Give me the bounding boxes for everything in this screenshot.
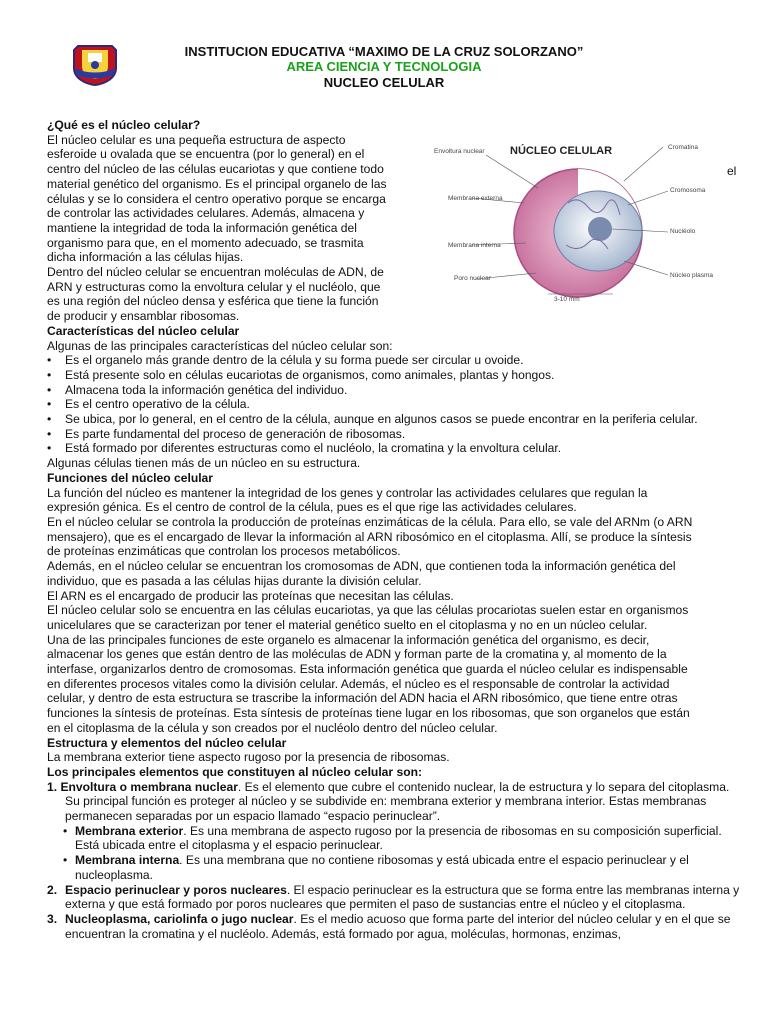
text-line: interfase, organizarlos dentro de cromosomas. Esta información genética que guarda el núcleo celular es indispensable xyxy=(47,662,688,677)
item-number: 3. xyxy=(47,911,58,926)
list-item: • Está presente solo en células eucariotas de organismos, como animales, plantas y hongos. xyxy=(47,368,747,383)
label-cromosoma: Cromosoma xyxy=(670,187,706,194)
item-title: Membrana interna xyxy=(75,853,180,868)
list-item: • Se ubica, por lo general, en el centro de la célula, aunque en algunos casos se puede encontrar en la periferia celular. xyxy=(47,412,747,427)
section-heading: ¿Qué es el núcleo celular? xyxy=(47,118,201,132)
text-line: en el citoplasma de la célula y son creados por el nucléolo dentro del núcleo celular. xyxy=(47,720,498,735)
intro-line: esferoide u ovalada que se encuentra (por lo general) en el xyxy=(47,147,365,162)
text-line: expresión génica. Es el centro de control de la célula, pues es el que rige las actividades celulares. xyxy=(47,500,577,515)
item-title: Nucleoplasma, cariolinfa o jugo nuclear xyxy=(65,911,294,926)
list-item: • Almacena toda la información genética del individuo. xyxy=(47,383,747,398)
text-line: individuo, que es pasada a las células hijas durante la división celular. xyxy=(47,573,422,588)
numbered-item xyxy=(47,883,747,912)
section-heading: Los principales elementos que constituyen al núcleo celular son: xyxy=(47,764,423,779)
intro-section xyxy=(47,118,409,324)
item-text: . Es una membrana que no contiene ribosomas y está ubicada entre el espacio perinuclear y el nucleoplasma. xyxy=(75,853,689,882)
section-heading: Estructura y elementos del núcleo celular xyxy=(47,735,287,750)
intro-line: mantiene la integridad de toda la información genética del xyxy=(47,220,357,235)
section-heading: Funciones del núcleo celular xyxy=(47,470,213,485)
text-line: unicelulares que se caracterizan por tener el material genético suelto en el citoplasma y no en un núcleo celular. xyxy=(47,617,648,632)
intro-line: es una región del núcleo densa y esférica que tiene la función xyxy=(47,294,379,309)
paragraph: La membrana exterior tiene aspecto rugoso por la presencia de ribosomas. xyxy=(47,750,450,765)
intro-line: Dentro del núcleo celular se encuentran moléculas de ADN, de xyxy=(47,265,384,280)
item-title: Envoltura o membrana nuclear xyxy=(60,779,238,794)
label-cromatina: Cromatina xyxy=(668,144,698,151)
item-text: . Es el elemento que cubre el contenido nuclear, la de estructura y lo separa del citoplasma. Su principal función es proteger al núcleo y se subdivide en: membrana exterior y membrana interior. Estas membranas permanecen separadas por un espacio llamado “espacio perinuclear”. xyxy=(65,779,730,824)
text-line: funciones la síntesis de proteínas. Esta síntesis de proteínas tiene lugar en los ribosomas, que son organelos que están xyxy=(47,706,690,721)
stray-text: el xyxy=(727,164,737,178)
list-item: • Es el organelo más grande dentro de la célula y su forma puede ser circular u ovoide. xyxy=(47,353,747,368)
text-line: El núcleo celular solo se encuentra en las células eucariotas, ya que las células procariotas suelen estar en organismos xyxy=(47,603,689,618)
sub-item: • Membrana interna. Es una membrana que no contiene ribosomas y está ubicada entre el espacio perinuclear y el nucleoplasma. xyxy=(63,853,689,882)
item-text: . Es el medio acuoso que forma parte del interior del núcleo celular y en el que se encuentran la cromatina y el nucléolo. Además, está formado por agua, moléculas, hormonas, enzimas, xyxy=(65,911,731,941)
label-escala: 3-10 mm xyxy=(554,296,580,303)
list-item: • Es el centro operativo de la célula. xyxy=(47,397,747,412)
item-title: Membrana exterior xyxy=(75,823,184,838)
intro-line: El núcleo celular es una pequeña estructura de aspecto xyxy=(47,132,346,147)
document-body xyxy=(47,118,747,941)
sub-item: • Membrana exterior. Es una membrana de aspecto rugoso por la presencia de ribosomas en su composición superficial. Está ubicada entre el citoplasma y el espacio perinuclear. xyxy=(63,823,722,853)
numbered-item xyxy=(47,780,747,824)
text-line: de proteínas enzimáticas que controlan los procesos metabólicos. xyxy=(47,544,401,559)
label-nucleoplasma: Núcleo plasma xyxy=(670,272,713,279)
item-title: Espacio perinuclear y poros nucleares xyxy=(65,882,287,897)
intro-line: material genético del organismo. Es el principal organelo de las xyxy=(47,176,387,191)
intro-line: ARN y estructuras como la envoltura celular y el nucléolo, que xyxy=(47,279,381,294)
intro-line: de controlar las actividades celulares. Además, almacena y xyxy=(47,206,365,221)
label-nucleolo: Nucléolo xyxy=(670,228,696,235)
item-number: 1. xyxy=(47,779,58,794)
label-envoltura: Envoltura nuclear xyxy=(434,148,485,155)
text-line: mensajero), que es el encargado de llevar la información al ARN ribosómico en el citoplasma. Allí, se produce la síntesis xyxy=(47,529,692,544)
paragraph: Algunas células tienen más de un núcleo en su estructura. xyxy=(47,456,361,471)
numbered-item xyxy=(47,912,747,941)
text-line: En el núcleo celular se controla la producción de proteínas enzimáticas de la célula. Para ello, se vale del ARNm (o ARN xyxy=(47,514,693,529)
intro-line: de producir y ensamblar ribosomas. xyxy=(47,309,240,324)
intro-line: organismo para que, en el momento adecuado, se trasmita xyxy=(47,235,364,250)
item-text: . El espacio perinuclear es la estructura que se forma entre las membranas interna y externa y que está formado por poros nucleares que permiten el paso de sustancias entre el núcleo y el citoplasma. xyxy=(65,882,740,912)
label-poro: Poro nuclear xyxy=(454,275,491,282)
area-title: AREA CIENCIA Y TECNOLOGIA xyxy=(286,59,482,74)
text-line: La función del núcleo es mantener la integridad de los genes y controlar las actividades celulares que regulan la xyxy=(47,485,648,500)
label-membrana-interna: Membrana interna xyxy=(448,242,501,249)
text-line: almacenar los genes que están dentro de las moléculas de ADN y forman parte de la cromatina y, al momento de la xyxy=(47,647,667,662)
intro-line: centro del núcleo de las células eucariotas y que contiene todo xyxy=(47,162,384,177)
list-item: • Es parte fundamental del proceso de generación de ribosomas. xyxy=(47,427,747,442)
document-title: NUCLEO CELULAR xyxy=(323,75,445,90)
intro-line: células y se lo considera el centro operativo porque se encarga xyxy=(47,191,386,206)
section-heading: Características del núcleo celular xyxy=(47,323,240,338)
item-text: . Es una membrana de aspecto rugoso por la presencia de ribosomas en su composición superficial. Está ubicada entre el citoplasma y el espacio perinuclear. xyxy=(75,823,722,853)
list-item: • Está formado por diferentes estructuras como el nucléolo, la cromatina y la envoltura celular. xyxy=(47,441,747,456)
text-line: El ARN es el encargado de producir las proteínas que necesitan las células. xyxy=(47,588,454,603)
paragraph: Algunas de las principales características del núcleo celular son: xyxy=(47,338,393,353)
text-line: Una de las principales funciones de este organelo es almacenar la información genética del organismo, es decir, xyxy=(47,632,650,647)
text-line: Además, en el núcleo celular se encuentran los cromosomas de ADN, que contienen toda la información genética del xyxy=(47,559,676,574)
intro-line: dicha información a las células hijas. xyxy=(47,250,244,265)
text-line: en diferentes procesos vitales como la división celular. Además, el núcleo es el responsable de controlar la actividad xyxy=(47,676,670,691)
item-number: 2. xyxy=(47,882,58,897)
label-membrana-externa: Membrana externa xyxy=(448,195,503,202)
diagram-title: NÚCLEO CELULAR xyxy=(510,145,613,157)
text-line: celular, y dentro de esta estructura se trascribe la información del ADN hacia el ARN ribosómico, que tiene entre otras xyxy=(47,691,678,706)
school-name: INSTITUCION EDUCATIVA “MAXIMO DE LA CRUZ SOLORZANO” xyxy=(184,44,584,59)
